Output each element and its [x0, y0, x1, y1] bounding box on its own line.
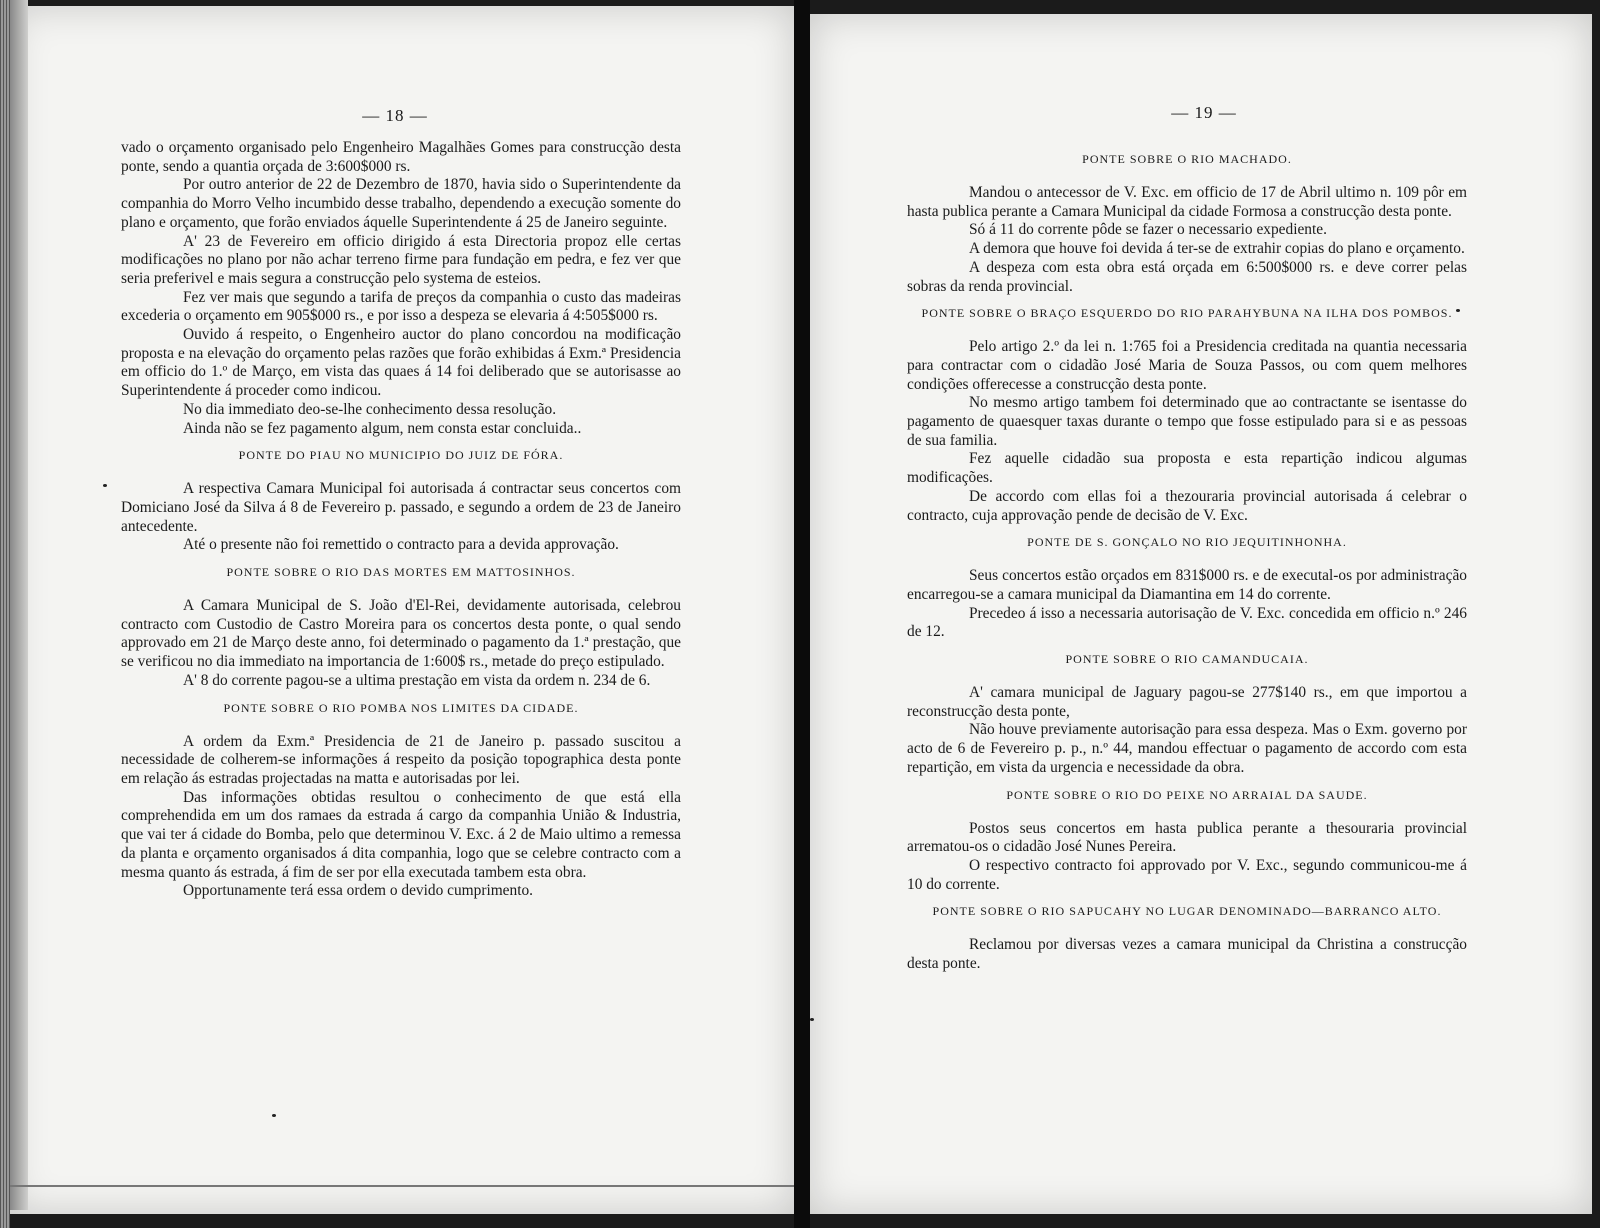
section-heading: PONTE DO PIAU NO MUNICIPIO DO JUIZ DE FÓRA.: [238, 448, 564, 463]
paragraph: A respectiva Camara Municipal foi autorisada á contractar seus concertos com Domiciano José da Silva á 8 de Fevereiro p. passado, e segundo a ordem de 23 de Janeiro antecedente.: [121, 480, 681, 535]
book-gutter: [794, 0, 810, 1228]
paragraph: Pelo artigo 2.º da lei n. 1:765 foi a Presidencia creditada na quantia necessaria para contractar com o cidadão José Maria de Souza Passos, ou com quem melhores condições offerecesse a construcção desta ponte.: [907, 338, 1467, 393]
section-heading: PONTE SOBRE O BRAÇO ESQUERDO DO RIO PARAHYBUNA NA ILHA DOS POMBOS.: [921, 306, 1453, 321]
paragraph: Não houve previamente autorisação para essa despeza. Mas o Exm. governo por acto de 6 de Fevereiro p. p., n.º 44, mandou effectuar o pagamento de accordo com esta repartição, em vista da urgencia e necessidade da obra.: [907, 721, 1467, 776]
right-page: [810, 14, 1592, 1214]
page-shadow: [10, 0, 28, 1210]
page-number: — 19 —: [1171, 103, 1237, 122]
left-page-text: [121, 139, 681, 901]
paragraph: A' camara municipal de Jaguary pagou-se 277$140 rs., em que importou a reconstrucção desta ponte,: [907, 684, 1467, 720]
paragraph: No dia immediato deo-se-lhe conhecimento dessa resolução.: [183, 400, 557, 418]
paragraph: A ordem da Exm.ª Presidencia de 21 de Janeiro p. passado suscitou a necessidade de colherem-se informações á respeito da posição topographica desta ponte em relação ás estradas projectadas na matta e autorisadas por lei.: [121, 732, 681, 787]
paragraph: Seus concertos estão orçados em 831$000 rs. e de executal-os por administração encarregou-se a camara municipal da Diamantina em 14 do corrente.: [907, 567, 1467, 603]
section-heading: PONTE SOBRE O RIO SAPUCAHY NO LUGAR DENOMINADO—BARRANCO ALTO.: [932, 904, 1442, 919]
paragraph: Opportunamente terá essa ordem o devido cumprimento.: [183, 882, 534, 900]
paragraph: Precedeo á isso a necessaria autorisação de V. Exc. concedida em officio n.º 246 de 12.: [907, 604, 1467, 641]
paragraph: Postos seus concertos em hasta publica perante a thesouraria provincial arrematou-os o cidadão José Nunes Pereira.: [907, 819, 1467, 856]
paragraph: Por outro anterior de 22 de Dezembro de 1870, havia sido o Superintendente da companhia do Morro Velho incumbido desse trabalho, dependendo a execução somente do plano e orçamento, que forão enviados áquelle Superintendente á 25 de Janeiro seguinte.: [121, 176, 681, 231]
left-page: [10, 6, 794, 1214]
paragraph: Ouvido á respeito, o Engenheiro auctor do plano concordou na modificação proposta e na elevação do orçamento pelas razões que forão exhibidas á Exm.ª Presidencia em officio do 1.º de Março, em vista das quaes á 14 foi deliberado que se autorisasse ao Superintendente á proceder como indicou.: [121, 326, 681, 400]
book-edge: [0, 0, 10, 1228]
paragraph: Só á 11 do corrente pôde se fazer o necessario expediente.: [969, 221, 1327, 239]
paragraph: Fez ver mais que segundo a tarifa de preços da companhia o custo das madeiras excederia o orçamento em 905$000 rs., e por isso a despeza se elevaria á 4:505$000 rs.: [121, 288, 681, 325]
paragraph: A demora que houve foi devida á ter-se de extrahir copias do plano e orçamento.: [969, 240, 1465, 258]
paragraph: Ainda não se fez pagamento algum, nem consta estar concluida..: [183, 419, 582, 437]
section-heading: PONTE SOBRE O RIO POMBA NOS LIMITES DA CIDADE.: [223, 700, 579, 715]
section-heading: PONTE SOBRE O RIO CAMANDUCAIA.: [1065, 652, 1309, 667]
section-heading: PONTE SOBRE O RIO MACHADO.: [1082, 152, 1292, 166]
ink-speck: [1456, 309, 1460, 312]
paragraph: Fez aquelle cidadão sua proposta e esta repartição indicou algumas modificações.: [907, 450, 1467, 487]
paragraph: Mandou o antecessor de V. Exc. em officio de 17 de Abril ultimo n. 109 pôr em hasta publica perante a Camara Municipal da cidade Formosa a construcção desta ponte.: [907, 184, 1467, 220]
ink-speck: [272, 1114, 276, 1117]
paragraph: De accordo com ellas foi a thezouraria provincial autorisada á celebrar o contracto, cuja approvação pende de decisão de V. Exc.: [907, 487, 1467, 524]
paragraph: A' 8 do corrente pagou-se a ultima prestação em vista da ordem n. 234 de 6.: [183, 671, 651, 689]
paragraph: No mesmo artigo tambem foi determinado que ao contractante se isentasse do pagamento de quaesquer taxas durante o tempo que fosse estipulado para si e as pessoas de sua familia.: [907, 394, 1467, 449]
paragraph: Das informações obtidas resultou o conhecimento de que está ella comprehendida em um dos ramaes da estrada á cargo da companhia União & Industria, que vai ter á cidade do Bomba, pelo que determinou V. Exc. á 2 de Maio ultimo a remessa da planta e orçamento organisados á dita companhia, logo que se celebre contracto com a mesma quanto ás estrada, á fim de ser por ella executada tambem esta obra.: [121, 788, 681, 881]
section-heading: PONTE SOBRE O RIO DO PEIXE NO ARRAIAL DA SAUDE.: [1006, 787, 1368, 802]
page-number: — 18 —: [362, 106, 428, 125]
ink-speck: [103, 484, 107, 487]
page-bottom-rule: [10, 1185, 794, 1187]
paragraph: Reclamou por diversas vezes a camara municipal da Christina a construcção desta ponte.: [907, 936, 1467, 973]
paragraph: A' 23 de Fevereiro em officio dirigido á esta Directoria propoz elle certas modificações no plano por não achar terreno firme para fundação em pedra, e fez ver que seria preferivel e mais segura a construcção pelo systema de esteios.: [121, 232, 681, 287]
ink-speck: [810, 1018, 814, 1021]
paragraph: A despeza com esta obra está orçada em 6:500$000 rs. e deve correr pelas sobras da renda provincial.: [907, 258, 1467, 295]
paragraph: O respectivo contracto foi approvado por V. Exc., segundo communicou-me á 10 do corrente.: [907, 856, 1467, 893]
paragraph: vado o orçamento organisado pelo Engenheiro Magalhães Gomes para construcção desta ponte, sendo a quantia orçada de 3:600$000 rs.: [121, 139, 681, 175]
section-heading: PONTE SOBRE O RIO DAS MORTES EM MATTOSINHOS.: [226, 565, 576, 580]
paragraph: A Camara Municipal de S. João d'El-Rei, devidamente autorisada, celebrou contracto com Custodio de Castro Moreira para os concertos desta ponte, o qual sendo approvado em 21 de Março deste anno, foi determinado o pagamento da 1.ª prestação, que se verificou no dia immediato na importancia de 1:600$ rs., metade do preço estipulado.: [121, 597, 681, 671]
paragraph: Até o presente não foi remettido o contracto para a devida approvação.: [183, 536, 619, 554]
right-page-text: [907, 142, 1467, 974]
section-heading: PONTE DE S. GONÇALO NO RIO JEQUITINHONHA.: [1027, 535, 1347, 550]
